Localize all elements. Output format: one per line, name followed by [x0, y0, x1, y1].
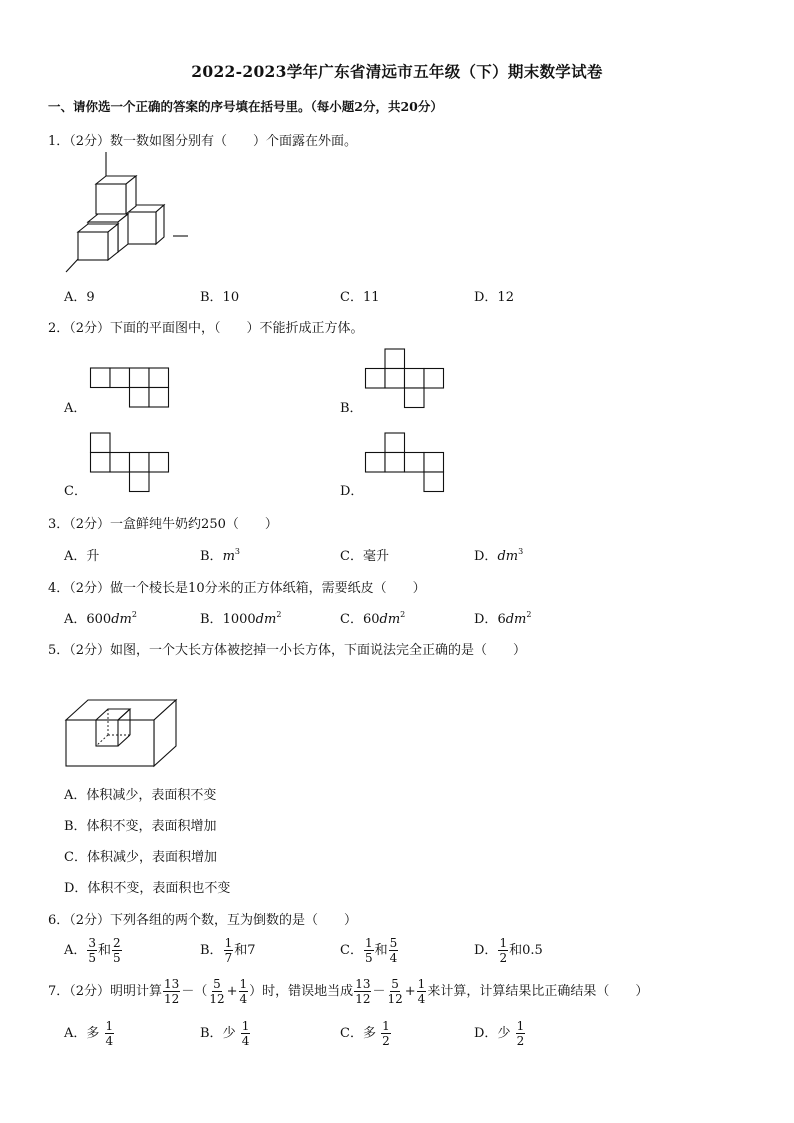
question-3-option-d[interactable]: D．$dm^3$	[474, 547, 524, 564]
question-7-option-d[interactable]: D．少 $\frac{1}{2}$	[474, 1019, 525, 1048]
question-2-option-d[interactable]: D．	[340, 484, 364, 499]
question-1-option-c[interactable]: C．11	[340, 290, 380, 305]
fraction: $\frac{5}{4}$	[389, 936, 398, 965]
question-2-net-b	[365, 348, 445, 410]
question-3-option-a[interactable]: A．升	[64, 549, 100, 564]
question-5-option-c[interactable]: C．体积减少，表面积增加	[64, 850, 217, 865]
question-2-option-a[interactable]: A．	[64, 401, 87, 416]
fraction: $\frac{1}{2}$	[499, 936, 508, 965]
question-4-option-b[interactable]: B．$1000dm^2$	[200, 610, 282, 627]
fraction: $\frac{2}{5}$	[113, 936, 121, 965]
question-7-stem: 7．（2分）明明计算 $\frac{13}{12}$ －（ $\frac{5}{12}$ + $\frac{1}{4}$ ）时，错误地当成 $\frac{13}{12}$ － $\frac{5}{12}$ + $\frac{1}{4}$ 来计算，计算结果比正确结果（ ）	[48, 977, 649, 1006]
question-7-option-a[interactable]: A．多 $\frac{1}{4}$	[64, 1019, 114, 1048]
question-2-option-b[interactable]: B．	[340, 401, 363, 416]
fraction: $\frac{1}{2}$	[516, 1019, 525, 1048]
fraction: $\frac{1}{7}$	[224, 936, 233, 965]
fraction: $\frac{3}{5}$	[88, 936, 97, 965]
fraction: $\frac{1}{4}$	[417, 977, 426, 1006]
question-5-option-d[interactable]: D．体积不变，表面积也不变	[64, 881, 231, 896]
question-5-cuboid-figure	[64, 698, 179, 768]
fraction: $\frac{5}{12}$	[387, 977, 403, 1006]
fraction: $\frac{1}{5}$	[364, 936, 373, 965]
question-2-stem: 2．（2分）下面的平面图中，（ ）不能折成正方体。	[48, 321, 364, 336]
question-5-stem: 5．（2分）如图，一个大长方体被挖掉一小长方体，下面说法完全正确的是（ ）	[48, 643, 527, 658]
fraction: $\frac{13}{12}$	[164, 977, 180, 1006]
question-6-stem: 6．（2分）下列各组的两个数，互为倒数的是（ ）	[48, 913, 358, 928]
question-3-option-b[interactable]: B．$m^3$	[200, 547, 240, 564]
fraction: $\frac{1}{4}$	[239, 977, 248, 1006]
question-4-option-a[interactable]: A．$600dm^2$	[64, 610, 137, 627]
question-6-option-b[interactable]: B． $\frac{1}{7}$ 和7	[200, 936, 256, 965]
question-2-net-d	[365, 432, 445, 494]
fraction: $\frac{13}{12}$	[355, 977, 371, 1006]
question-3-option-c[interactable]: C．毫升	[340, 549, 389, 564]
question-3-stem: 3．（2分）一盒鲜纯牛奶约250（ ）	[48, 517, 278, 532]
question-5-option-a[interactable]: A．体积减少，表面积不变	[64, 788, 217, 803]
question-7-option-c[interactable]: C．多 $\frac{1}{2}$	[340, 1019, 390, 1048]
fraction: $\frac{1}{2}$	[382, 1019, 390, 1048]
question-4-option-c[interactable]: C．$60dm^2$	[340, 610, 406, 627]
fraction: $\frac{1}{4}$	[105, 1019, 114, 1048]
question-2-net-a	[90, 367, 170, 409]
question-1-option-b[interactable]: B．10	[200, 290, 240, 305]
question-2-net-c	[90, 432, 170, 494]
question-1-cube-figure	[64, 152, 194, 274]
question-5-option-b[interactable]: B．体积不变，表面积增加	[64, 819, 217, 834]
question-6-option-d[interactable]: D． $\frac{1}{2}$ 和0.5	[474, 936, 543, 965]
question-6-option-c[interactable]: C． $\frac{1}{5}$ 和 $\frac{5}{4}$	[340, 936, 398, 965]
fraction: $\frac{5}{12}$	[209, 977, 225, 1006]
question-6-option-a[interactable]: A． $\frac{3}{5}$ 和 $\frac{2}{5}$	[64, 936, 121, 965]
question-7-option-b[interactable]: B．少 $\frac{1}{4}$	[200, 1019, 250, 1048]
page-title: 2022-2023学年广东省清远市五年级（下）期末数学试卷	[191, 62, 603, 81]
question-1-option-a[interactable]: A．9	[64, 290, 95, 305]
question-1-stem: 1．（2分）数一数如图分别有（ ）个面露在外面。	[48, 134, 358, 149]
question-4-option-d[interactable]: D．$6dm^2$	[474, 610, 532, 627]
question-2-option-c[interactable]: C．	[64, 484, 87, 499]
section-heading: 一、请你选一个正确的答案的序号填在括号里。（每小题2分，共20分）	[48, 99, 443, 114]
fraction: $\frac{1}{4}$	[241, 1019, 250, 1048]
question-1-option-d[interactable]: D．12	[474, 290, 514, 305]
question-4-stem: 4．（2分）做一个棱长是10分米的正方体纸箱，需要纸皮（ ）	[48, 581, 426, 596]
